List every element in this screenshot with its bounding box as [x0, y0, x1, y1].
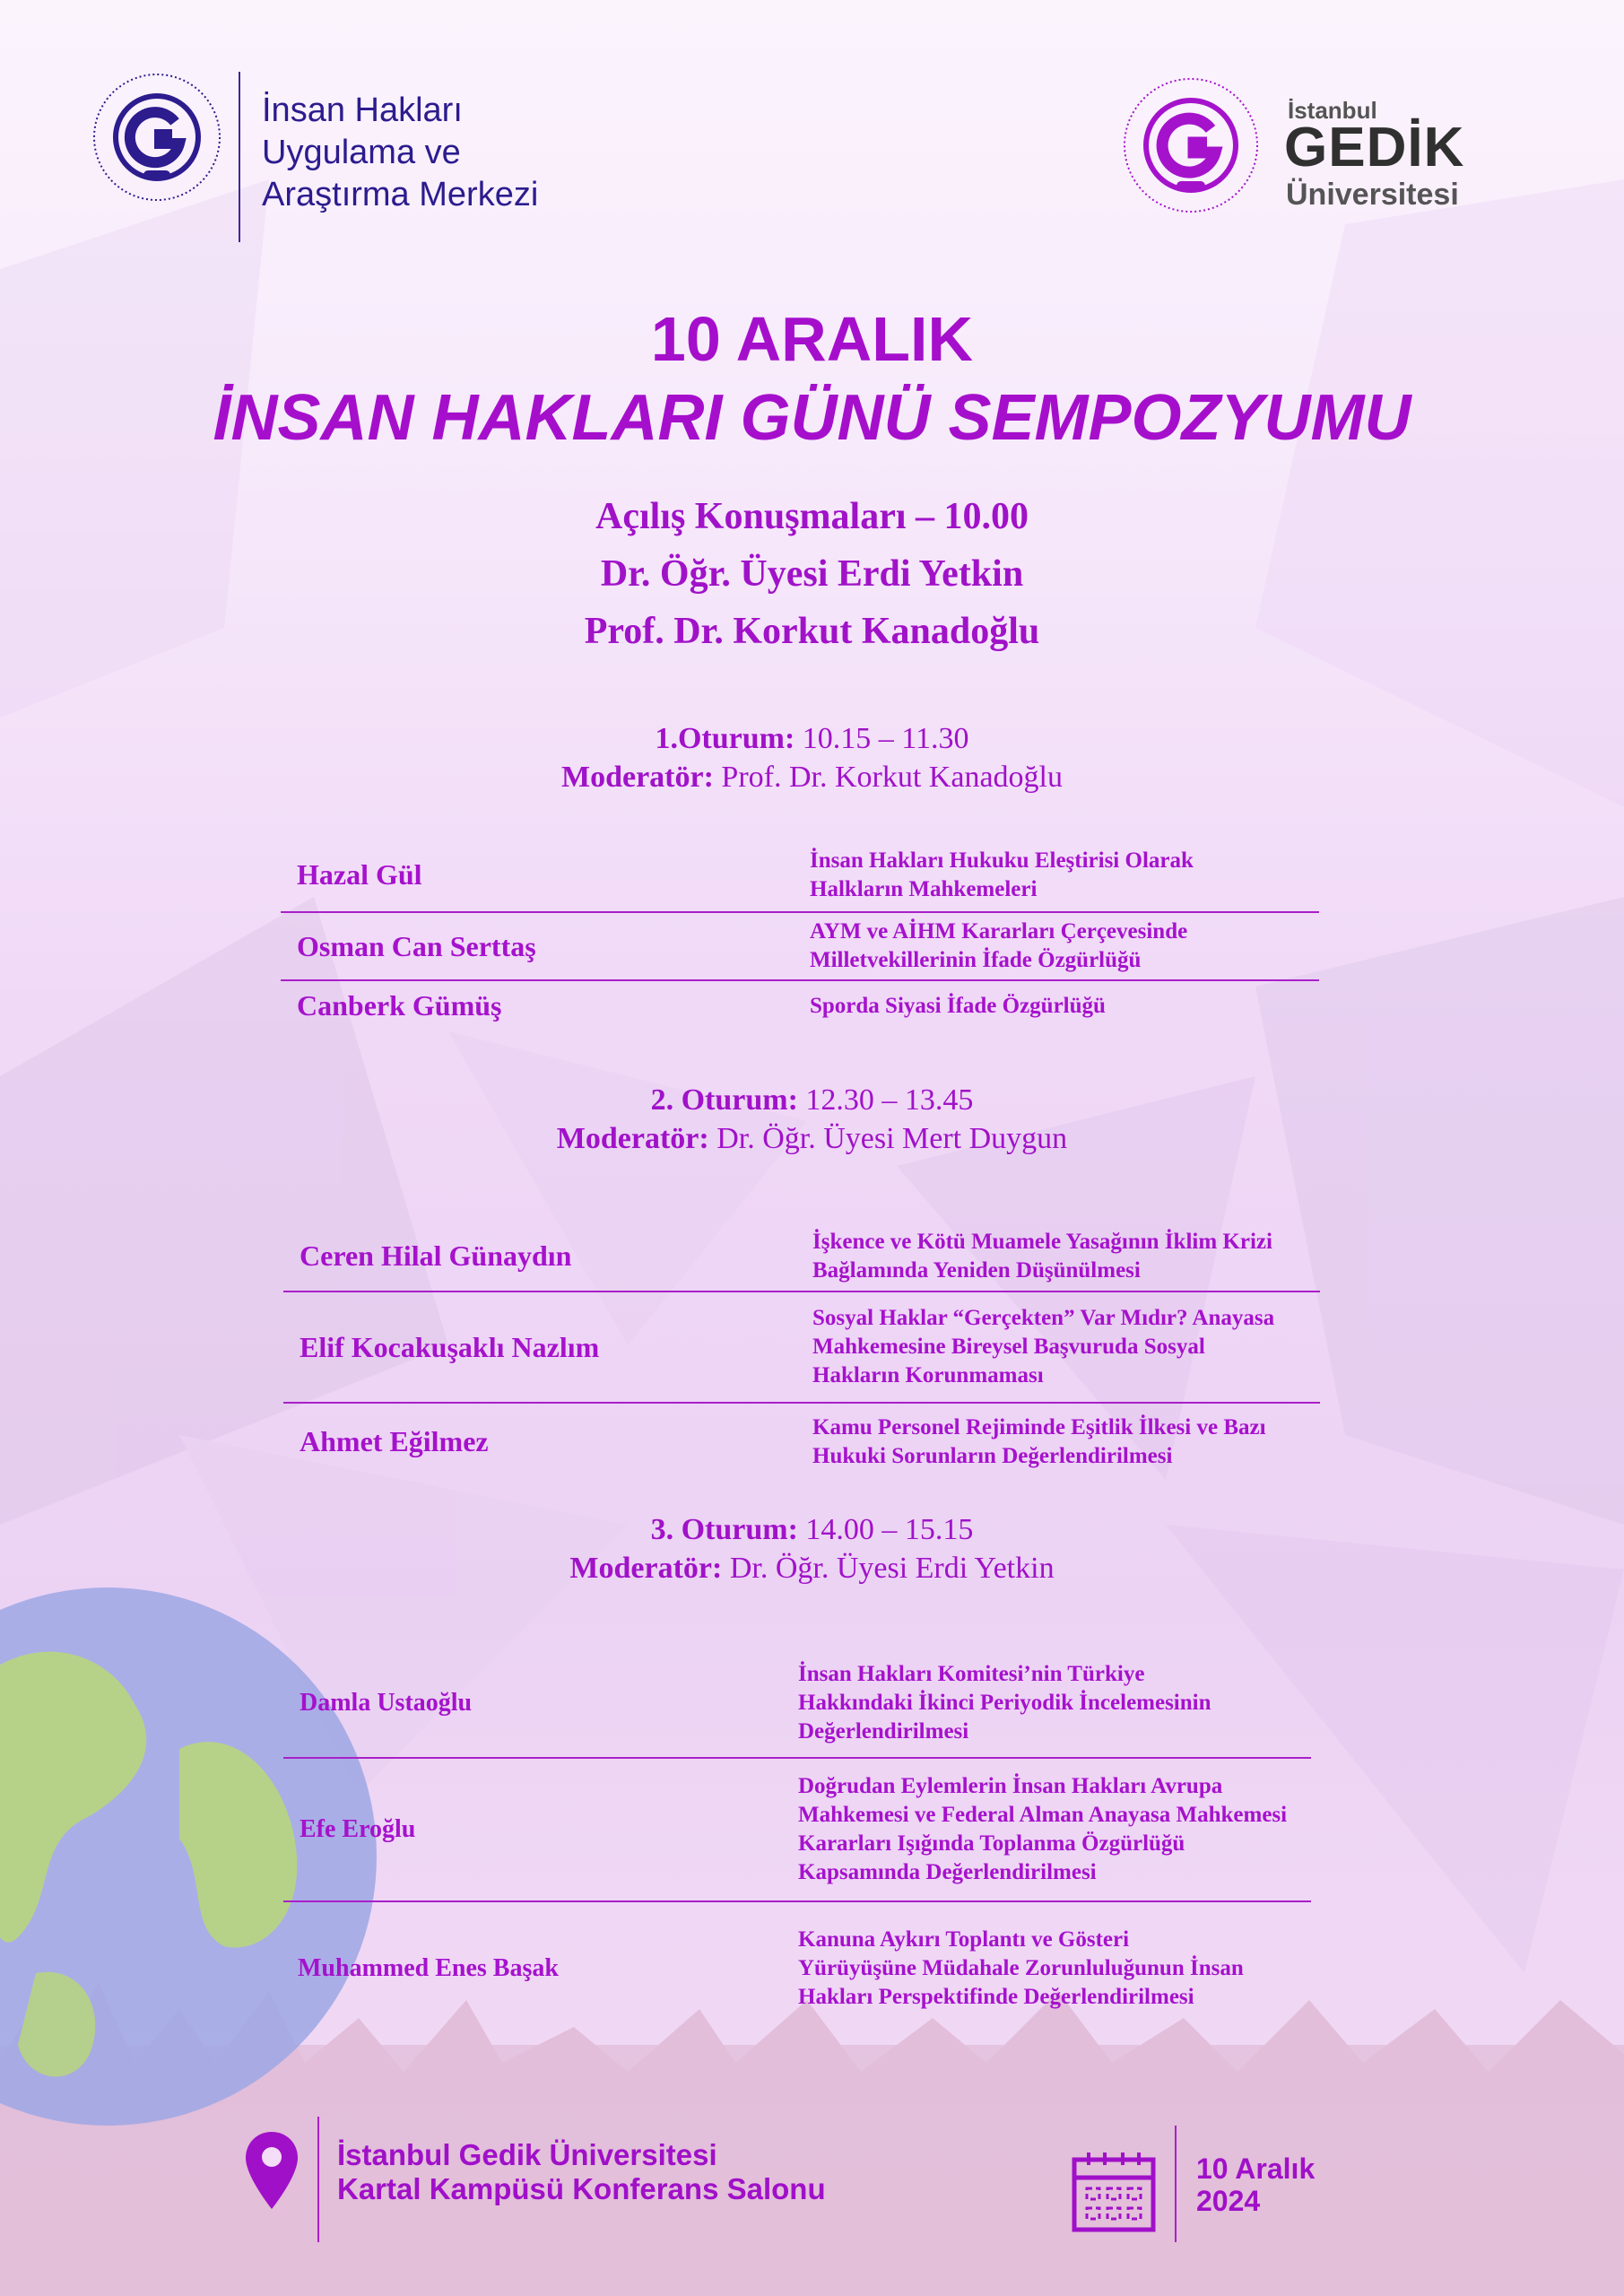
speaker-name: Muhammed Enes Başak — [298, 1953, 559, 1982]
footer-date — [1196, 2152, 1315, 2217]
speaker-name: Hazal Gül — [281, 839, 810, 912]
title-date: 10 ARALIK — [650, 304, 974, 374]
talk-topic: Kanuna Aykırı Toplantı ve Gösteri Yürüyüşüne Müdahale Zorunluluğunun İnsan Hakları Perspektifinde Değerlendirilmesi — [798, 1926, 1244, 2009]
session-3-table — [283, 1648, 1311, 2034]
center-name — [262, 90, 638, 216]
footer-venue — [337, 2138, 826, 2206]
talk-topic: Kamu Personel Rejiminde Eşitlik İlkesi ve Bazı Hukuki Sorunların Değerlendirilmesi — [812, 1414, 1266, 1468]
table-row — [283, 1901, 1311, 2034]
table-row — [281, 980, 1319, 1031]
venue-line2: Kartal Kampüsü Konferans Salonu — [337, 2172, 826, 2205]
opening-line3: Prof. Dr. Korkut Kanadoğlu — [584, 611, 1040, 652]
session-1-moderator-label: Moderatör: — [561, 761, 714, 794]
date-line2: 2024 — [1196, 2185, 1261, 2217]
talk-topic: AYM ve AİHM Kararları Çerçevesinde Milletvekillerinin İfade Özgürlüğü — [810, 912, 1319, 980]
brand-universitesi: Üniversitesi — [1286, 178, 1459, 212]
speaker-name: Ceren Hilal Günaydın — [283, 1222, 812, 1292]
session-1-moderator: Prof. Dr. Korkut Kanadoğlu — [713, 761, 1063, 794]
speaker-name: Canberk Gümüş — [297, 989, 502, 1022]
talk-topic: Sosyal Haklar “Gerçekten” Var Mıdır? Anayasa Mahkemesine Bireysel Başvuruda Sosyal Hakların Korunmaması — [812, 1292, 1320, 1403]
footer-divider-right — [1175, 2126, 1177, 2242]
faculty-seal-logo — [90, 70, 224, 204]
session-2-moderator: Dr. Öğr. Üyesi Mert Duygun — [708, 1122, 1068, 1155]
session-2-label: 2. Oturum: — [650, 1083, 798, 1117]
brand-istanbul: İstanbul — [1288, 97, 1377, 124]
table-row — [281, 839, 1319, 912]
talk-topic: Sporda Siyasi İfade Özgürlüğü — [810, 993, 1106, 1018]
session-3-time: 14.00 – 15.15 — [797, 1513, 974, 1546]
session-2-heading — [0, 1081, 1624, 1158]
talk-topic: İnsan Hakları Komitesi’nin Türkiye Hakkındaki İkinci Periyodik İncelemesinin Değerlendirilmesi — [798, 1648, 1311, 1758]
venue-line1: İstanbul Gedik Üniversitesi — [337, 2138, 717, 2171]
date-line1: 10 Aralık — [1196, 2152, 1316, 2185]
opening-speeches — [0, 488, 1624, 660]
talk-topic: İnsan Hakları Hukuku Eleştirisi Olarak Halkların Mahkemeleri — [810, 839, 1319, 912]
calendar-icon — [1071, 2149, 1157, 2233]
session-3-moderator: Dr. Öğr. Üyesi Erdi Yetkin — [722, 1552, 1055, 1585]
session-3-label: 3. Oturum: — [650, 1513, 798, 1546]
speaker-name: Elif Kocakuşaklı Nazlım — [283, 1292, 812, 1403]
center-name-line2: Uygulama ve — [262, 134, 461, 171]
session-1-time: 10.15 – 11.30 — [795, 722, 969, 755]
speaker-name: Efe Eroğlu — [283, 1758, 798, 1901]
opening-line1: Açılış Konuşmaları – 10.00 — [595, 496, 1029, 537]
session-1-label: 1.Oturum: — [655, 722, 795, 755]
talk-topic: Doğrudan Eylemlerin İnsan Hakları Avrupa Mahkemesi ve Federal Alman Anayasa Mahkemesi Kararları Işığında Toplanma Özgürlüğü Kapsamında Değerlendirilmesi — [798, 1758, 1311, 1901]
speaker-name: Osman Can Serttaş — [281, 912, 810, 980]
table-row — [283, 1648, 1311, 1758]
session-2-moderator-label: Moderatör: — [556, 1122, 709, 1155]
table-row — [283, 1758, 1311, 1901]
center-name-line1: İnsan Hakları — [262, 91, 463, 129]
center-name-line3: Araştırma Merkezi — [262, 176, 539, 213]
table-row — [283, 1222, 1320, 1292]
session-3-moderator-label: Moderatör: — [569, 1552, 723, 1585]
title-event: İNSAN HAKLARI GÜNÜ SEMPOZYUMU — [213, 382, 1411, 454]
session-2-table — [283, 1222, 1320, 1480]
university-seal-logo — [1119, 74, 1263, 217]
talk-topic: İşkence ve Kötü Muamele Yasağının İklim Krizi Bağlamında Yeniden Düşünülmesi — [812, 1222, 1320, 1292]
opening-line2: Dr. Öğr. Üyesi Erdi Yetkin — [600, 553, 1024, 595]
session-1-table — [281, 839, 1319, 1031]
footer-divider-left — [317, 2117, 319, 2242]
table-row — [281, 912, 1319, 980]
brand-gedik: GEDİK — [1284, 117, 1465, 178]
session-3-heading — [0, 1510, 1624, 1587]
speaker-name: Damla Ustaoğlu — [283, 1648, 798, 1758]
session-2-time: 12.30 – 13.45 — [797, 1083, 974, 1117]
table-row — [283, 1292, 1320, 1403]
map-pin-icon — [244, 2130, 300, 2211]
header-divider — [239, 72, 240, 242]
session-1-heading — [0, 719, 1624, 796]
table-row — [283, 1403, 1320, 1480]
speaker-name: Ahmet Eğilmez — [300, 1425, 489, 1457]
